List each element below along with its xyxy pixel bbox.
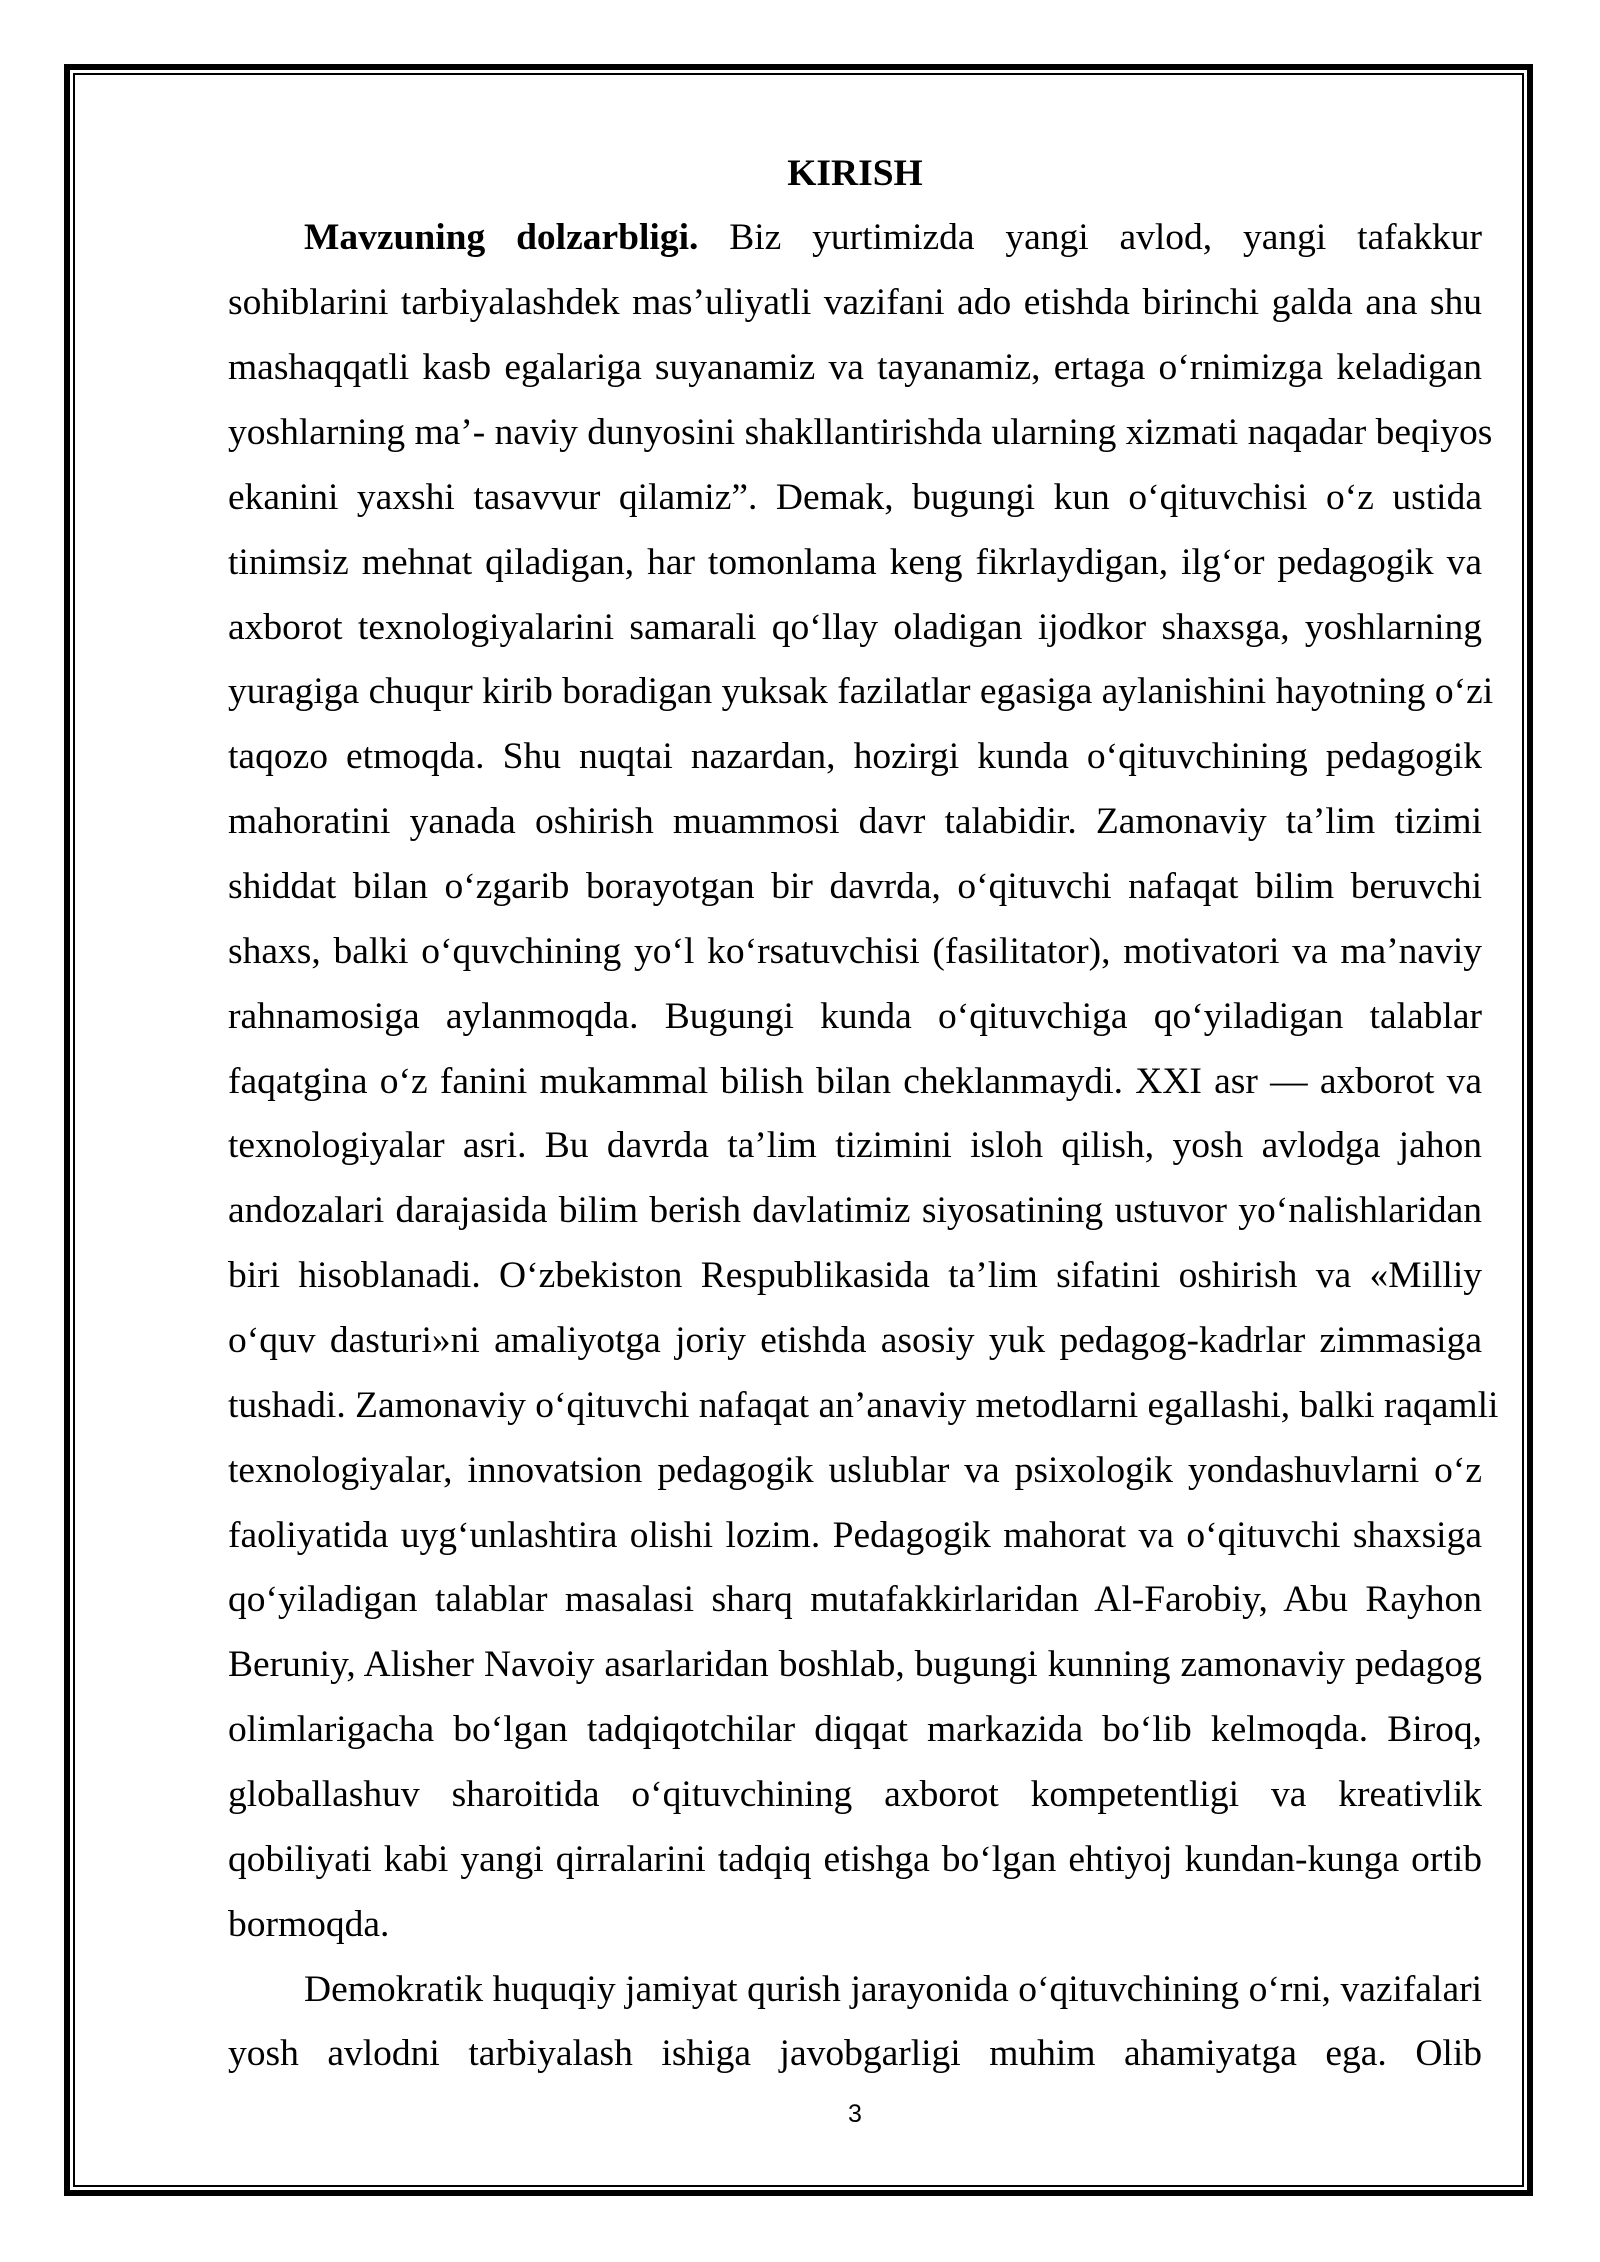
paragraph-1-line: axborot texnologiyalarini samarali qo‘llay oladigan ijodkor shaxsga, yoshlarning (228, 606, 1482, 648)
paragraph-1-line: o‘quv dasturi»ni amaliyotga joriy etishda asosiy yuk pedagog-kadrlar zimmasiga (228, 1319, 1482, 1361)
paragraph-1-line: sohiblarini tarbiyalashdek mas’uliyatli vazifani ado etishda birinchi galda ana shu (228, 282, 1482, 324)
paragraph-2-line: yosh avlodni tarbiyalash ishiga javobgarligi muhim ahamiyatga ega. Olib (228, 2033, 1482, 2075)
paragraph-1-line: faoliyatida uyg‘unlashtira olishi lozim. Pedagogik mahorat va o‘qituvchi shaxsiga (228, 1514, 1482, 1556)
paragraph-1-line-text: Biz yurtimizda yangi avlod, yangi tafakkur (729, 217, 1483, 259)
paragraph-1-line: mashaqqatli kasb egalariga suyanamiz va tayanamiz, ertaga o‘rnimizga keladigan (228, 347, 1482, 389)
paragraph-1-line: qobiliyati kabi yangi qirralarini tadqiq etishga bo‘lgan ehtiyoj kundan-kunga ortib (228, 1838, 1482, 1880)
paragraph-1-line: faqatgina o‘z fanini mukammal bilish bilan cheklanmaydi. XXI asr — axborot va (228, 1060, 1482, 1102)
paragraph-1-line: qo‘yiladigan talablar masalasi sharq mutafakkirlaridan Al-Farobiy, Abu Rayhon (228, 1579, 1482, 1621)
paragraph-1-line: rahnamosiga aylanmoqda. Bugungi kunda o‘qituvchiga qo‘yiladigan talablar (228, 995, 1482, 1037)
paragraph-1-line: tushadi. Zamonaviy o‘qituvchi nafaqat an’anaviy metodlarni egallashi, balki raqamli (228, 1384, 1499, 1426)
paragraph-1-line: yuragiga chuqur kirib boradigan yuksak fazilatlar egasiga aylanishini hayotning o‘zi (228, 671, 1494, 713)
paragraph-1-line: shaxs, balki o‘quvchining yo‘l ko‘rsatuvchisi (fasilitator), motivatori va ma’naviy (228, 930, 1482, 972)
paragraph-1-line: taqozo etmoqda. Shu nuqtai nazardan, hozirgi kunda o‘qituvchining pedagogik (228, 736, 1482, 778)
paragraph-2-line: Demokratik huquqiy jamiyat qurish jarayonida o‘qituvchining o‘rni, vazifalari (304, 1968, 1482, 2010)
paragraph-1-line: olimlarigacha bo‘lgan tadqiqotchilar diqqat markazida bo‘lib kelmoqda. Biroq, (228, 1709, 1482, 1751)
paragraph-1-line (228, 206, 1482, 271)
paragraph-1-line: shiddat bilan o‘zgarib borayotgan bir davrda, o‘qituvchi nafaqat bilim beruvchi (228, 865, 1482, 907)
page-number: 3 (848, 2100, 862, 2128)
document-body (228, 142, 1499, 2088)
paragraph-1-line: texnologiyalar asri. Bu davrda ta’lim tizimini isloh qilish, yosh avlodga jahon (228, 1125, 1482, 1167)
paragraph-1-line: globallashuv sharoitida o‘qituvchining axborot kompetentligi va kreativlik (228, 1773, 1482, 1815)
section-title: KIRISH (787, 152, 923, 194)
paragraph-1-line: ekanini yaxshi tasavvur qilamiz”. Demak, bugungi kun o‘qituvchisi o‘z ustida (228, 476, 1482, 518)
paragraph-1-line: Beruniy, Alisher Navoiy asarlaridan boshlab, bugungi kunning zamonaviy pedagog (228, 1644, 1482, 1686)
paragraph-1-line: andozalari darajasida bilim berish davlatimiz siyosatining ustuvor yo‘nalishlaridan (228, 1190, 1482, 1232)
paragraph-1-line: biri hisoblanadi. O‘zbekiston Respublikasida ta’lim sifatini oshirish va «Milliy (228, 1255, 1482, 1297)
paragraph-1-line: texnologiyalar, innovatsion pedagogik uslublar va psixologik yondashuvlarni o‘z (228, 1449, 1482, 1491)
paragraph-lead: Mavzuning dolzarbligi. (304, 217, 699, 259)
paragraph-1-line: yoshlarning ma’- naviy dunyosini shakllantirishda ularning xizmati naqadar beqiyos (228, 411, 1493, 453)
paragraph-1-line: mahoratini yanada oshirish muammosi davr talabidir. Zamonaviy ta’lim tizimi (228, 801, 1482, 843)
paragraph-1-line: bormoqda. (228, 1903, 390, 1945)
paragraph-1-line: tinimsiz mehnat qiladigan, har tomonlama keng fikrlaydigan, ilg‘or pedagogik va (228, 541, 1482, 583)
